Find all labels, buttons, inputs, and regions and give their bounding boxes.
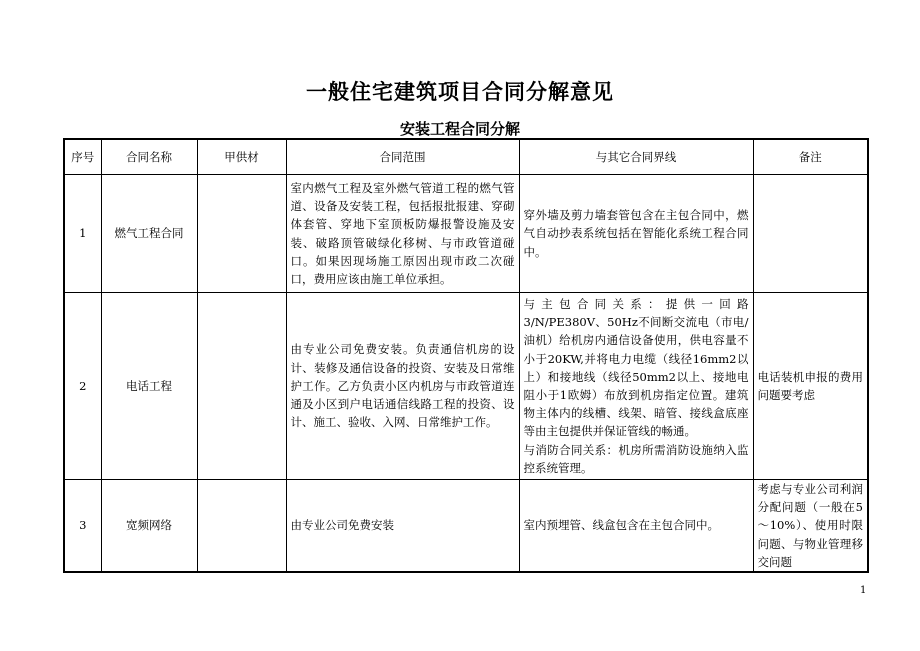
table-row xyxy=(64,480,868,573)
contract-name: 燃气工程合同 xyxy=(101,175,197,293)
remark: 考虑与专业公司利润分配问题（一般在5～10%）、使用时限问题、与物业管理移交问题 xyxy=(753,480,868,573)
table-row xyxy=(64,175,868,293)
contract-name: 宽频网络 xyxy=(101,480,197,573)
header-owner-supplied: 甲供材 xyxy=(197,139,286,175)
remark: 电话装机申报的费用问题要考虑 xyxy=(753,293,868,480)
header-boundary: 与其它合同界线 xyxy=(519,139,753,175)
remark xyxy=(753,175,868,293)
contract-name: 电话工程 xyxy=(101,293,197,480)
contract-scope: 室内燃气工程及室外燃气管道工程的燃气管道、设备及安装工程，包括报批报建、穿砌体套管、穿地下室顶板防爆报警设施及安装、破路顶管破绿化移树、与市政管道碰口。如果因现场施工原因出现市政二次碰口，费用应该由施工单位承担。 xyxy=(286,175,519,293)
table-row xyxy=(64,293,868,480)
owner-supplied xyxy=(197,480,286,573)
contract-table xyxy=(63,138,869,573)
page-number: 1 xyxy=(860,585,867,596)
table-header-row xyxy=(64,139,868,175)
owner-supplied xyxy=(197,175,286,293)
contract-boundary: 室内预埋管、线盒包含在主包合同中。 xyxy=(519,480,753,573)
contract-scope: 由专业公司免费安装。负责通信机房的设计、装修及通信设备的投资、安装及日常维护工作。乙方负责小区内机房与市政管道连通及小区到户电话通信线路工程的投资、设计、施工、验收、入网、日常维护工作。 xyxy=(286,293,519,480)
row-number: 3 xyxy=(64,480,101,573)
section-title: 安装工程合同分解 xyxy=(399,120,520,138)
row-number: 2 xyxy=(64,293,101,480)
owner-supplied xyxy=(197,293,286,480)
document-title: 一般住宅建筑项目合同分解意见 xyxy=(306,80,614,104)
boundary-main-contract: 与主包合同关系：提供一回路3/N/PE380V、50Hz不间断交流电（市电/油机）给机房内通信设备使用，供电容量不小于20KW,并将电力电缆（线径16mm2以上）和接地线（线径50mm2以上、接地电阻小于1欧姆）布放到机房指定位置。建筑物主体内的线槽、线架、暗管、接线盒底座等由主包提供并保证管线的畅通。 xyxy=(523,296,749,439)
header-seq: 序号 xyxy=(64,139,101,175)
header-scope: 合同范围 xyxy=(286,139,519,175)
header-contract-name: 合同名称 xyxy=(101,139,197,175)
header-remark: 备注 xyxy=(753,139,868,175)
contract-scope: 由专业公司免费安装 xyxy=(286,480,519,573)
row-number: 1 xyxy=(64,175,101,293)
contract-boundary: 穿外墙及剪力墙套管包含在主包合同中，燃气自动抄表系统包括在智能化系统工程合同中。 xyxy=(519,175,753,293)
boundary-fire-contract: 与消防合同关系：机房所需消防设施纳入监控系统管理。 xyxy=(523,442,749,475)
contract-boundary xyxy=(519,293,753,480)
